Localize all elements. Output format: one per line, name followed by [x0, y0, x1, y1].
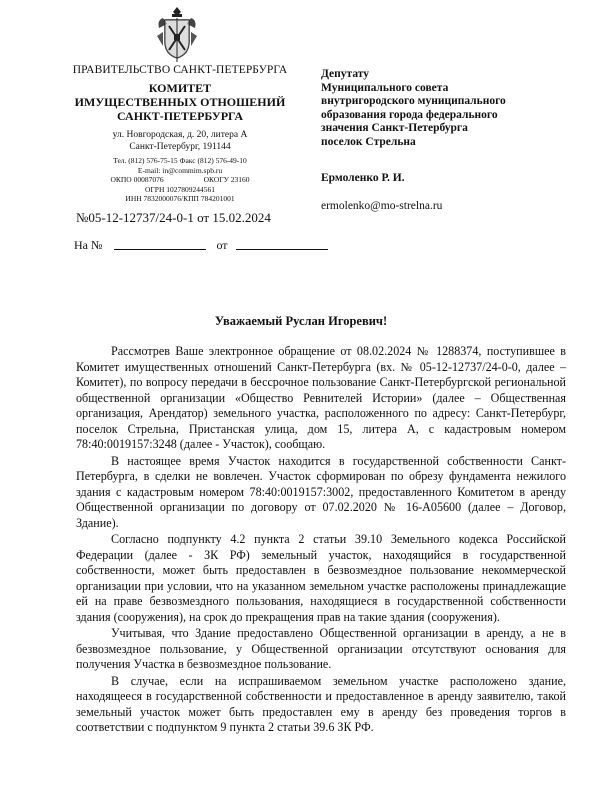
government-name: ПРАВИТЕЛЬСТВО САНКТ-ПЕТЕРБУРГА — [72, 64, 288, 76]
committee-address — [60, 129, 300, 153]
body-paragraph: Учитывая, что Здание предоставлено Общественной организации в аренду, а не в безвозмездное пользование, у Общественной организации отсутствуют основания для получения Участка в безвозмездное пользование. — [76, 626, 566, 671]
phone-fax: Тел. (812) 576-75-15 Факс (812) 576-49-10 — [113, 156, 247, 165]
okogu-code: ОКОГУ 23160 — [203, 175, 250, 184]
body-paragraph: Рассмотрев Ваше электронное обращение от 08.02.2024 № 1288374, поступившее в Комитет имущественных отношений Санкт-Петербурга (вх. № 05-12-12737/24-0-0, далее – Комитет), по вопросу передачи в бессрочное пользование Санкт-Петербургской региональной общественной организации «Общество Ревнителей Истории» (далее – Общественная организация, Арендатор) земельного участка, расположенного по адресу: Санкт-Петербург, поселок Стрельна, Пристанская улица, дом 15, литера А, с кадастровым номером 78:40:0019157:3248 (далее - Участок), сообщаю. — [76, 344, 566, 451]
salutation: Уважаемый Руслан Игоревич! — [214, 314, 388, 328]
committee-line: САНКТ-ПЕТЕРБУРГА — [116, 109, 244, 123]
address-city: Санкт-Петербург, 191144 — [129, 142, 231, 152]
ot-label: от — [216, 238, 228, 252]
body-paragraph: В настоящее время Участок находится в государственной собственности Санкт-Петербурга, в сделки не вовлечен. Участок сформирован по обрезу фундамента нежилого здания с кадастровым номером 78:40:0019157:3002, предоставленного Комитетом в аренду Общественной организации по договору от 07.02.2020 № 16-А05600 (далее – Договор, Здание). — [76, 453, 566, 530]
recipient-email: ermolenko@mo-strelna.ru — [321, 200, 443, 212]
na-blank-line — [114, 248, 206, 250]
body-paragraph: Согласно подпункту 4.2 пункта 2 статьи 39.10 Земельного кодекса Российской Федерации (далее - ЗК РФ) земельный участок, находящийся в государственной собственности, может быть предоставлен в безвозмездное пользование некоммерческой организации при условии, что на указанном земельном участке расположены принадлежащие ей на праве безвозмездного пользования, находящиеся в государственной собственности здания (сооружения), на срок до прекращения прав на такие здания (сооружения). — [76, 532, 566, 624]
committee-line: ИМУЩЕСТВЕННЫХ ОТНОШЕНИЙ — [74, 95, 286, 109]
recipient-line: Муниципального совета — [321, 81, 449, 94]
letter-body — [76, 344, 566, 737]
letterhead-email: E-mail: in@commim.spb.ru — [137, 165, 223, 175]
incoming-reference-row — [74, 238, 328, 253]
recipient-name: Ермоленко Р. И. — [321, 172, 405, 184]
coat-of-arms-icon — [155, 6, 199, 64]
recipient-line: внутригородского муниципального — [321, 95, 506, 107]
recipient-line: Депутату — [321, 68, 370, 80]
recipient-block — [321, 68, 581, 149]
inn-kpp-code: ИНН 7832000076/КПП 784201001 — [125, 194, 235, 203]
okpo-code: ОКПО 00087076 — [110, 175, 164, 184]
recipient-line: образования города федерального — [321, 108, 498, 121]
address-street: ул. Новгородская, д. 20, литера А — [112, 130, 248, 140]
ot-blank-line — [236, 248, 328, 250]
recipient-line: значения Санкт-Петербурга — [321, 122, 468, 134]
outgoing-number: №05-12-12737/24-0-1 от 15.02.2024 — [76, 210, 271, 225]
na-label: На № — [74, 238, 103, 252]
ogrn-code: ОГРН 1027809244561 — [145, 184, 215, 194]
committee-line: КОМИТЕТ — [148, 81, 212, 95]
committee-name — [60, 81, 300, 123]
letterhead — [60, 64, 300, 204]
body-paragraph: В случае, если на испрашиваемом земельном участке расположено здание, находящееся в государственной собственности и предоставленное в аренду заявителю, такой земельный участок может быть предоставлен ему в аренду без проведения торгов в соответствии с подпунктом 9 пункта 2 статьи 39.6 ЗК РФ. — [76, 673, 566, 734]
recipient-line: поселок Стрельна — [321, 135, 416, 148]
okpo-okogu-row — [60, 175, 300, 185]
